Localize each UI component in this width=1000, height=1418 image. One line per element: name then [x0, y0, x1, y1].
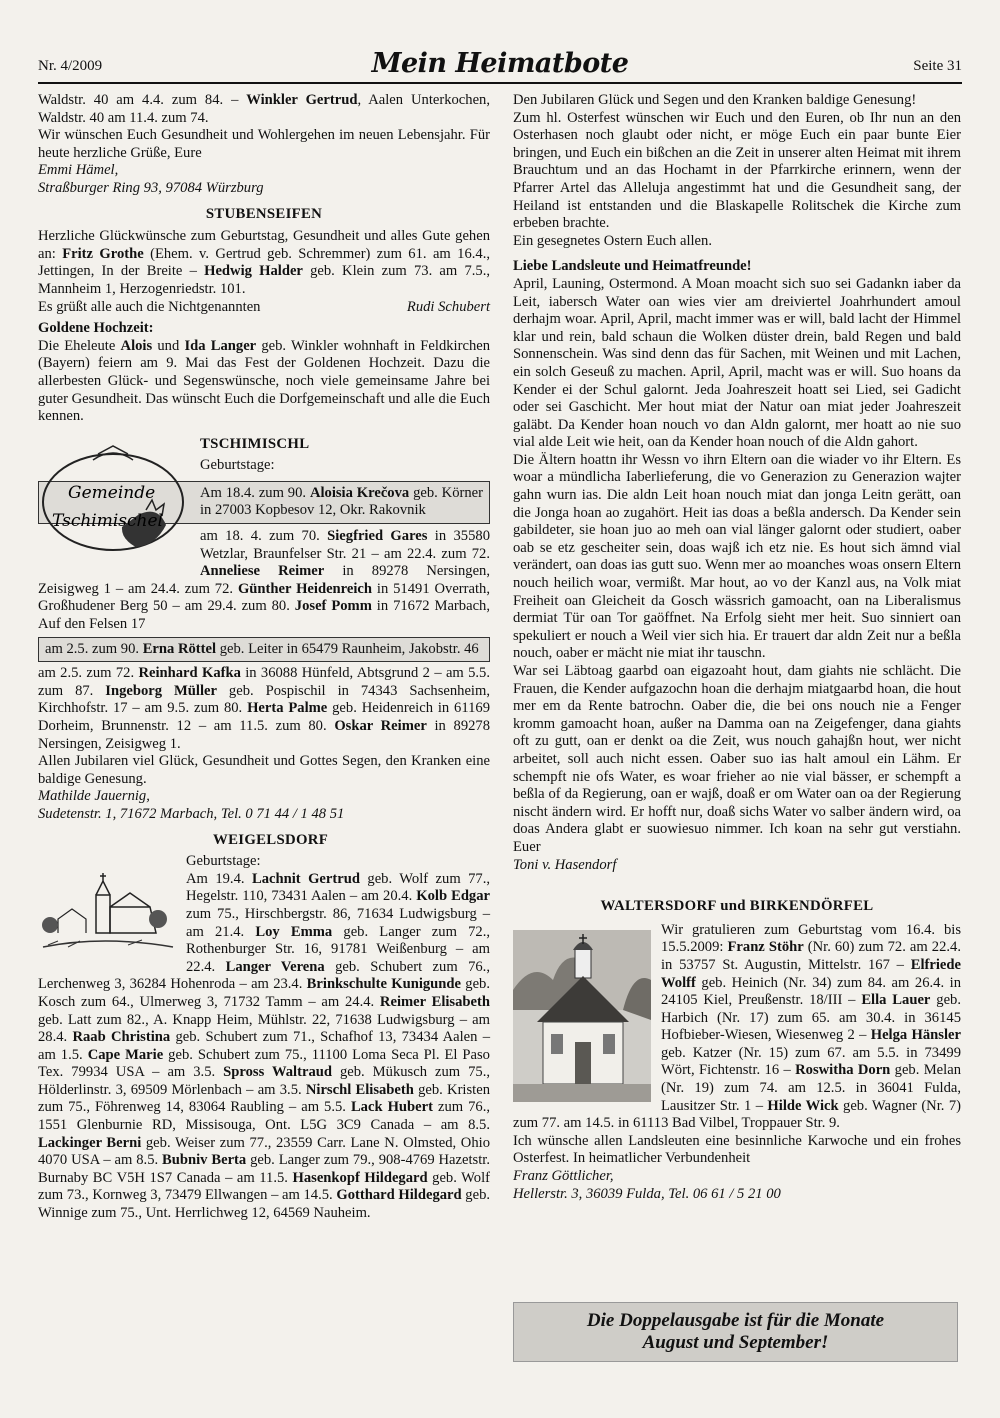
right-p1: Den Jubilaren Glück und Segen und den Kranken baldige Genesung!	[513, 92, 917, 108]
weigelsdorf-birthdays: Am 19.4. Lachnit Gertrud geb. Wolf zum 77., Hegelstr. 110, 73431 Aalen – am 20.4. Kolb Edgar zum 75., Hirschbergstr. 86, 71634 Ludwigsburg – am 21.4. Loy Emma geb. Langer zum 72., Rothenburger Str. 16, 91781 Weißenburg – am 22.4. Langer Verena geb. Schubert zum 76., Lerchenweg 3, 36284 Hohenroda – am 23.4. Brinkschulte Kunigunde geb. Kosch zum 64., Ulmerweg 3, 71732 Tamm – am 24.4. Reimer Elisabeth geb. Latt zum 82., A. Knapp Heim, Mühlstr. 22, 71638 Ludwigsburg – am 28.4. Raab Christina geb. Schubert zum 71., Schafhof 13, 73434 Aalen – am 1.5. Cape Marie geb. Schubert zum 75., 11100 Loma Seca Pl. El Paso Tex. 79934 USA – am 3.5. Spross Waltraud geb. Mükusch zum 75., Hölderlinstr. 3, 69509 Mörlenbach – am 3.5. Nirschl Elisabeth geb. Kristen zum 75., Föhrenweg 14, 83064 Raubling – am 5.5. Lack Hubert zum 76., 1551 Glenburnie RD, Missisouga, Ont. L5G 3C9 Canada – am 8.5. Lackinger Berni geb. Weiser zum 77., 23559 Carr. Lane N. Olmsted, Ohio 4070 USA – am 8.5. Bubniv Berta geb. Langer zum 79., 908-4769 Hazetstr. Burnaby BC V5H 1S7 Canada – am 11.5. Hasenkopf Hildegard geb. Wolf zum 73., Kornweg 3, 73479 Ellwangen – am 14.5. Gotthard Hildegard geb. Winnige zum 75., Unt. Herrlichweg 12, 64569 Nauheim.	[38, 870, 491, 1222]
stubenseifen-greeting: Es grüßt alle auch die Nichtgenannten Rudi Schubert	[38, 298, 490, 315]
section-title-stubenseifen: STUBENSEIFEN	[205, 205, 323, 222]
waltersdorf-address: Hellerstr. 3, 36039 Fulda, Tel. 06 61 / 5 21 00	[513, 1185, 781, 1202]
tschimischl-address: Sudetenstr. 1, 71672 Marbach, Tel. 0 71 44 / 1 48 51	[38, 805, 345, 822]
right-p3: Ein gesegnetes Ostern Euch allen.	[513, 232, 712, 249]
right-p2: Zum hl. Osterfest wünschen wir Euch und den Euren, ob Ihr nun an den Osterhasen noch glaubt oder nicht, er möge Euch ein paar bunte Eier bringen, und Euch ein bißchen an die Zeit in unserer alten Heimat mit ihrem Brauchtum und an das Hochamt in der Pfarrkirche erinnern, wenn der Pfarrer Artel das Alleluja angestimmt hat und die Gesundheit sang, der Heiland ist entstanden und die Blaskapelle Rolitschek die Kirche zum erbeben brachte.	[513, 109, 961, 232]
intro-address: Straßburger Ring 93, 97084 Würzburg	[38, 179, 264, 196]
banner-line-1: Die Doppelausgabe ist für die Monate	[586, 1310, 885, 1331]
gemeinde-stamp-image	[38, 440, 188, 560]
tschimischl-highlight-box-2: am 2.5. zum 90. Erna Röttel geb. Leiter in 65479 Raunheim, Jakobstr. 46	[38, 637, 490, 663]
waltersdorf-signature: Franz Göttlicher,	[513, 1168, 614, 1185]
chapel-photo	[513, 930, 651, 1102]
page-number: Seite 31	[913, 58, 962, 74]
tschimischl-birthdays-2: am 2.5. zum 72. Reinhard Kafka in 36088 Hünfeld, Abtsgrund 2 – am 5.5. zum 87. Ingeborg Müller geb. Pospischil in 74343 Sachsenheim, Kirchhofstr. 17 – am 9.5. zum 80. Herta Palme geb. Heidenreich in 61169 Dorheim, Brunnenstr. 12 – am 11.5. zum 80. Oskar Reimer in 89278 Nersingen, Zeisigweg 1.	[38, 665, 491, 752]
tschimischl-birthdays: am 18. 4. zum 70. Siegfried Gares in 35580 Wetzlar, Braunfelser Str. 21 – am 22.4. zum 72. Anneliese Reimer in 89278 Nersingen, Zeisigweg 1 – am 24.4. zum 72. Günther Heidenreich in 51491 Overrath, Großhudener Berg 50 – am 29.4. zum 80. Josef Pomm in 71672 Marbach, Auf den Felsen 17	[38, 528, 491, 633]
issue-number: Nr. 4/2009	[38, 58, 103, 74]
left-column	[38, 92, 490, 1223]
stamp-text-2: Tschimischel	[52, 510, 163, 531]
waltersdorf-closing: Ich wünsche allen Landsleuten eine besinnliche Karwoche und ein frohes Osterfest. In heimatlicher Verbundenheit	[513, 1132, 961, 1167]
dialect-signature: Toni v. Hasendorf	[513, 856, 617, 873]
tschimischl-signature: Mathilde Jauernig,	[38, 788, 150, 805]
right-column	[513, 92, 961, 1203]
stamp-text-1: Gemeinde	[68, 482, 156, 503]
dialect-paragraph-1: April, Launing, Ostermond. A Moan moacht sich suo sei Gadankn iaber da Leit, iabersch Water oan wies vier am dreiviertel Joahrhundert amoul derhajm woar. April, April, macht immer was er will, bald lacht der Himmel klar und rein, bald schaun die Wolken düster drein, bald Regen und bald Sonnenschein. Was sind denn das für Sachen, mit Weinen und mit Lachen, ein solch Geseuß zu machen. April, April, macht was er will. Suo hoans da Kender ei der Schul galornt. Jeda Joahreszeit hoatt sei Lied, sei Gadicht oder sei Gaschicht. Mer hout miat der Natur oan miat jeder Joahreszeit galäbt. Da Kender hoan nouch vo dan Aldn galornt, mer hoatt ao nie suo vial alde Leit wie heit, oan da Kender hoan nouch of die Aldn gahort.	[513, 275, 961, 451]
tschimischl-subtitle: Geburtstage:	[200, 457, 275, 474]
liebe-landsleute-heading: Liebe Landsleute und Heimatfreunde!	[513, 258, 752, 275]
dialect-paragraph-3: War sei Läbtoag gaarbd oan eigazoaht hout, dam giahts nie schlächt. Die Frauen, die Kender aufgazochn hoan die derhajm miatgaarbd hoan, die hout mer em da Rente batrochn. Oaber die, die bei ons nouch nie a Fenger kromm gamoacht hoan, außer na Damma oan na Zeigefenger, dana giahts oft zu gutt, oan er denkt oa die Zeit, wus nouch gahajßn hout, wer nicht arbeitet, soll auch nicht essen. Oaber suo ias halt amoul ein Lähm. Er schempft nie ofs Water, es woar frieher ao nie vial bässer, er schempft a beßla of da Regierung, oan er wajß, doaß er om Water oan oa der Regierung nischt ändern wird. Er hofft nur, doaß sichs Water vo salber ändern wird, oa doas Andera glabt er suowiesuo nimmer. Ich koan na sehr gut verstiahn. Euer	[513, 663, 961, 855]
section-title-tschimischl: TSCHIMISCHL	[200, 435, 310, 452]
double-issue-banner	[513, 1302, 958, 1362]
masthead-logo: Mein Heimatbote	[371, 48, 629, 79]
golden-wedding-text: Die Eheleute Alois und Ida Langer geb. Winkler wohnhaft in Feldkirchen (Bayern) feiern am 9. Mai das Fest der Goldenen Hochzeit. Dazu die allerbesten Glück- und Segenswünsche, noch viele gemeinsame Jahre bei guter Gesundheit. Das wünscht Euch die Dorfgemeinschaft und alle die Euch kennen.	[38, 337, 491, 425]
intro-wishes: Wir wünschen Euch Gesundheit und Wohlergehen im neuen Lebensjahr. Für heute herzliche Grüße, Eure	[38, 127, 490, 161]
stubenseifen-text: Herzliche Glückwünsche zum Geburtstag, Gesundheit und alles Gute gehen an: Fritz Grothe (Ehem. v. Gertrud geb. Schremmer) zum 61. am 16.4., Jettingen, In der Breite – Hedwig Halder geb. Klein zum 73. am 7.5., Mannheim 1, Herzogenriedstr. 101.	[38, 228, 490, 297]
weigelsdorf-subtitle: Geburtstage:	[186, 853, 261, 870]
tschimischl-closing: Allen Jubilaren viel Glück, Gesundheit und Gottes Segen, den Kranken eine baldige Genesung.	[38, 753, 490, 787]
section-title-waltersdorf: WALTERSDORF und BIRKENDÖRFEL	[600, 898, 874, 915]
waltersdorf-birthdays: Wir gratulieren zum Geburtstag vom 16.4. bis 15.5.2009: Franz Stöhr (Nr. 60) zum 72. am 22.4. in 53757 St. Augustin, Mittelstr. 167 – Elfriede Wolff geb. Heinich (Nr. 34) zum 84. am 26.4. in 24105 Kiel, Preußenstr. 18/III – Ella Lauer geb. Harbich (Nr. 17) zum 65. am 30.4. in 36145 Hofbieber-Wiesen, Wiesenweg 2 – Helga Hänsler geb. Katzer (Nr. 15) zum 67. am 5.5. in 73499 Wört, Fichtenstr. 16 – Roswitha Dorn geb. Melan (Nr. 19) zum 74. am 12.5. in 36041 Fulda, Lausitzer Str. 1 – Hilde Wick geb. Wagner (Nr. 7) zum 77. am 14.5. in 61113 Bad Vilbel, Troppauer Str. 9.	[513, 921, 961, 1132]
banner-line-2: August und September!	[642, 1332, 829, 1353]
intro-signature: Emmi Hämel,	[38, 162, 119, 179]
golden-wedding-heading: Goldene Hochzeit:	[38, 320, 154, 337]
tschimischl-highlight-box-1: Am 18.4. zum 90. Aloisia Krečova geb. Körner in 27003 Kopbesov 12, Okr. Rakovnik	[38, 481, 490, 524]
section-title-weigelsdorf: WEIGELSDORF	[213, 831, 329, 848]
dialect-paragraph-2: Die Ältern hoattn ihr Wessn vo ihrn Eltern oan die wiader vo ihr Eltern. Es woar a mündlicha Iaberlieferung, die vo Generazion zu Generazion wajter gahn wurn ias. Die aldn Leit hoan nouch miat dan jonga Leitn gerätt, oan die Jonga hoan ao zugahört. Heit ias doas a beßla andersch. Da Kender sein gabildeter, sie hoan juo ao meh oan vial länger galornt oder studiert, oaber oab se etz gescheiter sein, doas wajß ich etz nie. Es hout sich ämnd vial verändert, oan doas ias gutt suo. Wenn mer ao moanches woas onsern Eltern nouch heilich woar, vermißt. Mar hout, ao vo der Kanzl aus, na Volk miat Freiheit oan Gleicheit da Gosch wässrich gamoacht, oan na Liberalismus dermiat Tür oan Tor gaöffnet. Na Erfolg sieht mer heit. Suo sinniert oan spekuliert er nouch a Weil vier sich hia. Er trauert dar aldn Zeit nur a beßla nouch, oaber er mächt nie miat ihr tauschn.	[513, 451, 961, 662]
header-rule	[38, 82, 962, 84]
village-church-image	[38, 867, 178, 957]
stubenseifen-signature: Rudi Schubert	[406, 298, 490, 315]
intro-paragraph: Waldstr. 40 am 4.4. zum 84. – Winkler Gertrud, Aalen Unterkochen, Waldstr. 40 am 11.4. zum 74.	[38, 92, 490, 126]
